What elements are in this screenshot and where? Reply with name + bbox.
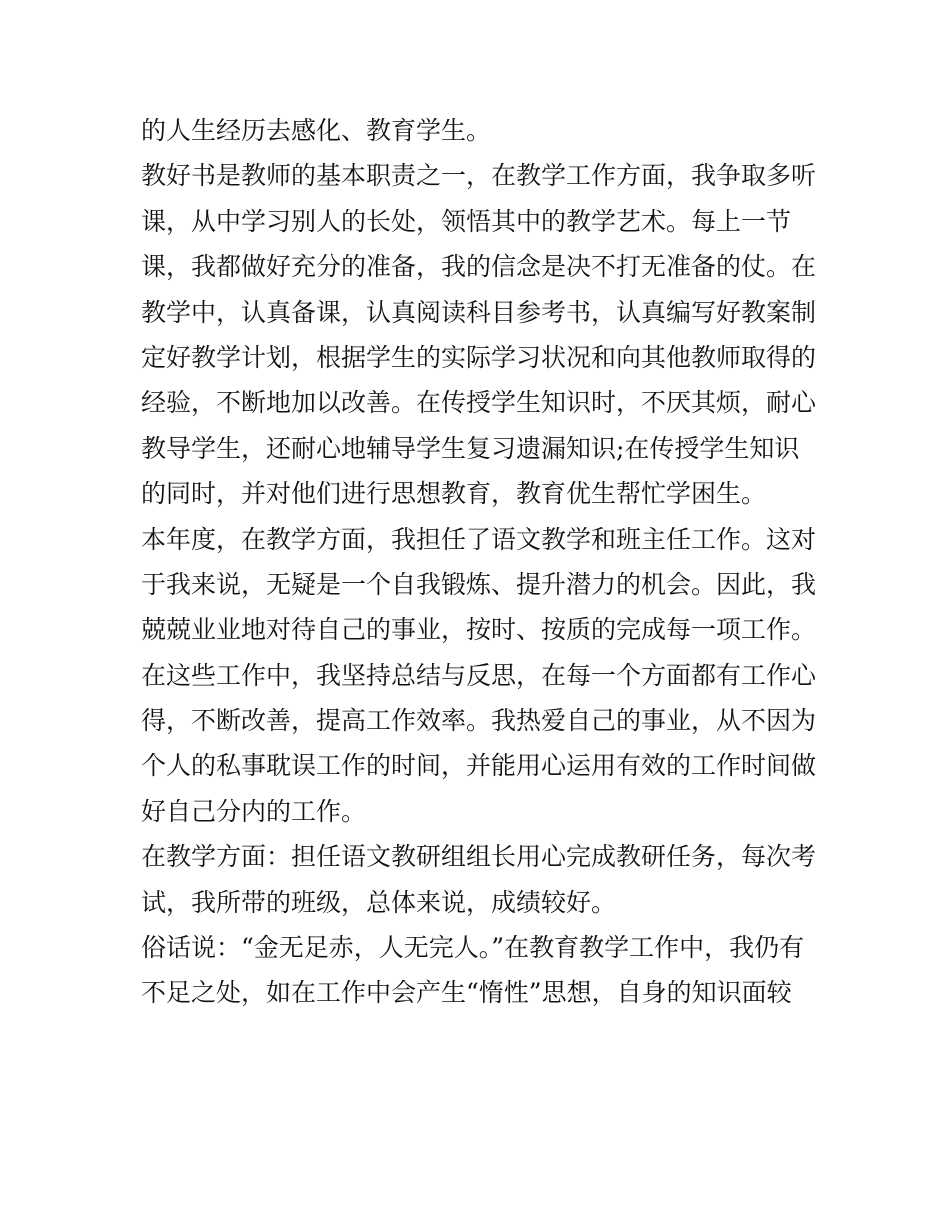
text-line: 好自己分内的工作。 bbox=[141, 796, 367, 826]
text-line: 教好书是教师的基本职责之一，在教学工作方面，我争取多听 bbox=[141, 161, 817, 191]
text-line: 得，不断改善，提高工作效率。我热爱自己的事业，从不因为 bbox=[141, 706, 817, 736]
text-line: 教导学生，还耐心地辅导学生复习遗漏知识;在传授学生知识 bbox=[141, 433, 800, 463]
text-line: 兢兢业业地对待自己的事业，按时、按质的完成每一项工作。 bbox=[141, 615, 817, 645]
text-line: 俗话说：“金无足赤，人无完人。”在教育教学工作中，我仍有 bbox=[141, 933, 805, 963]
text-line: 不足之处，如在工作中会产生“惰性”思想，自身的知识面较 bbox=[141, 978, 792, 1008]
document-body bbox=[141, 108, 821, 1016]
text-line: 试，我所带的班级，总体来说，成绩较好。 bbox=[141, 887, 617, 917]
text-line: 个人的私事耽误工作的时间，并能用心运用有效的工作时间做 bbox=[141, 751, 817, 781]
text-line: 在这些工作中，我坚持总结与反思，在每一个方面都有工作心 bbox=[141, 660, 817, 690]
text-line: 的同时，并对他们进行思想教育，教育优生帮忙学困生。 bbox=[141, 479, 767, 509]
text-line: 本年度，在教学方面，我担任了语文教学和班主任工作。这对 bbox=[141, 524, 817, 554]
text-line: 教学中，认真备课，认真阅读科目参考书，认真编写好教案制 bbox=[141, 297, 817, 327]
text-line: 于我来说，无疑是一个自我锻炼、提升潜力的机会。因此，我 bbox=[141, 569, 817, 599]
text-line: 的人生经历去感化、教育学生。 bbox=[141, 116, 492, 145]
text-line: 定好教学计划，根据学生的实际学习状况和向其他教师取得的 bbox=[141, 342, 817, 372]
text-line: 课，从中学习别人的长处，领悟其中的教学艺术。每上一节 bbox=[141, 206, 792, 236]
text-line: 经验，不断地加以改善。在传授学生知识时，不厌其烦，耐心 bbox=[141, 388, 817, 418]
text-line: 在教学方面：担任语文教研组组长用心完成教研任务，每次考 bbox=[141, 842, 817, 872]
text-line: 课，我都做好充分的准备，我的信念是决不打无准备的仗。在 bbox=[141, 252, 817, 282]
